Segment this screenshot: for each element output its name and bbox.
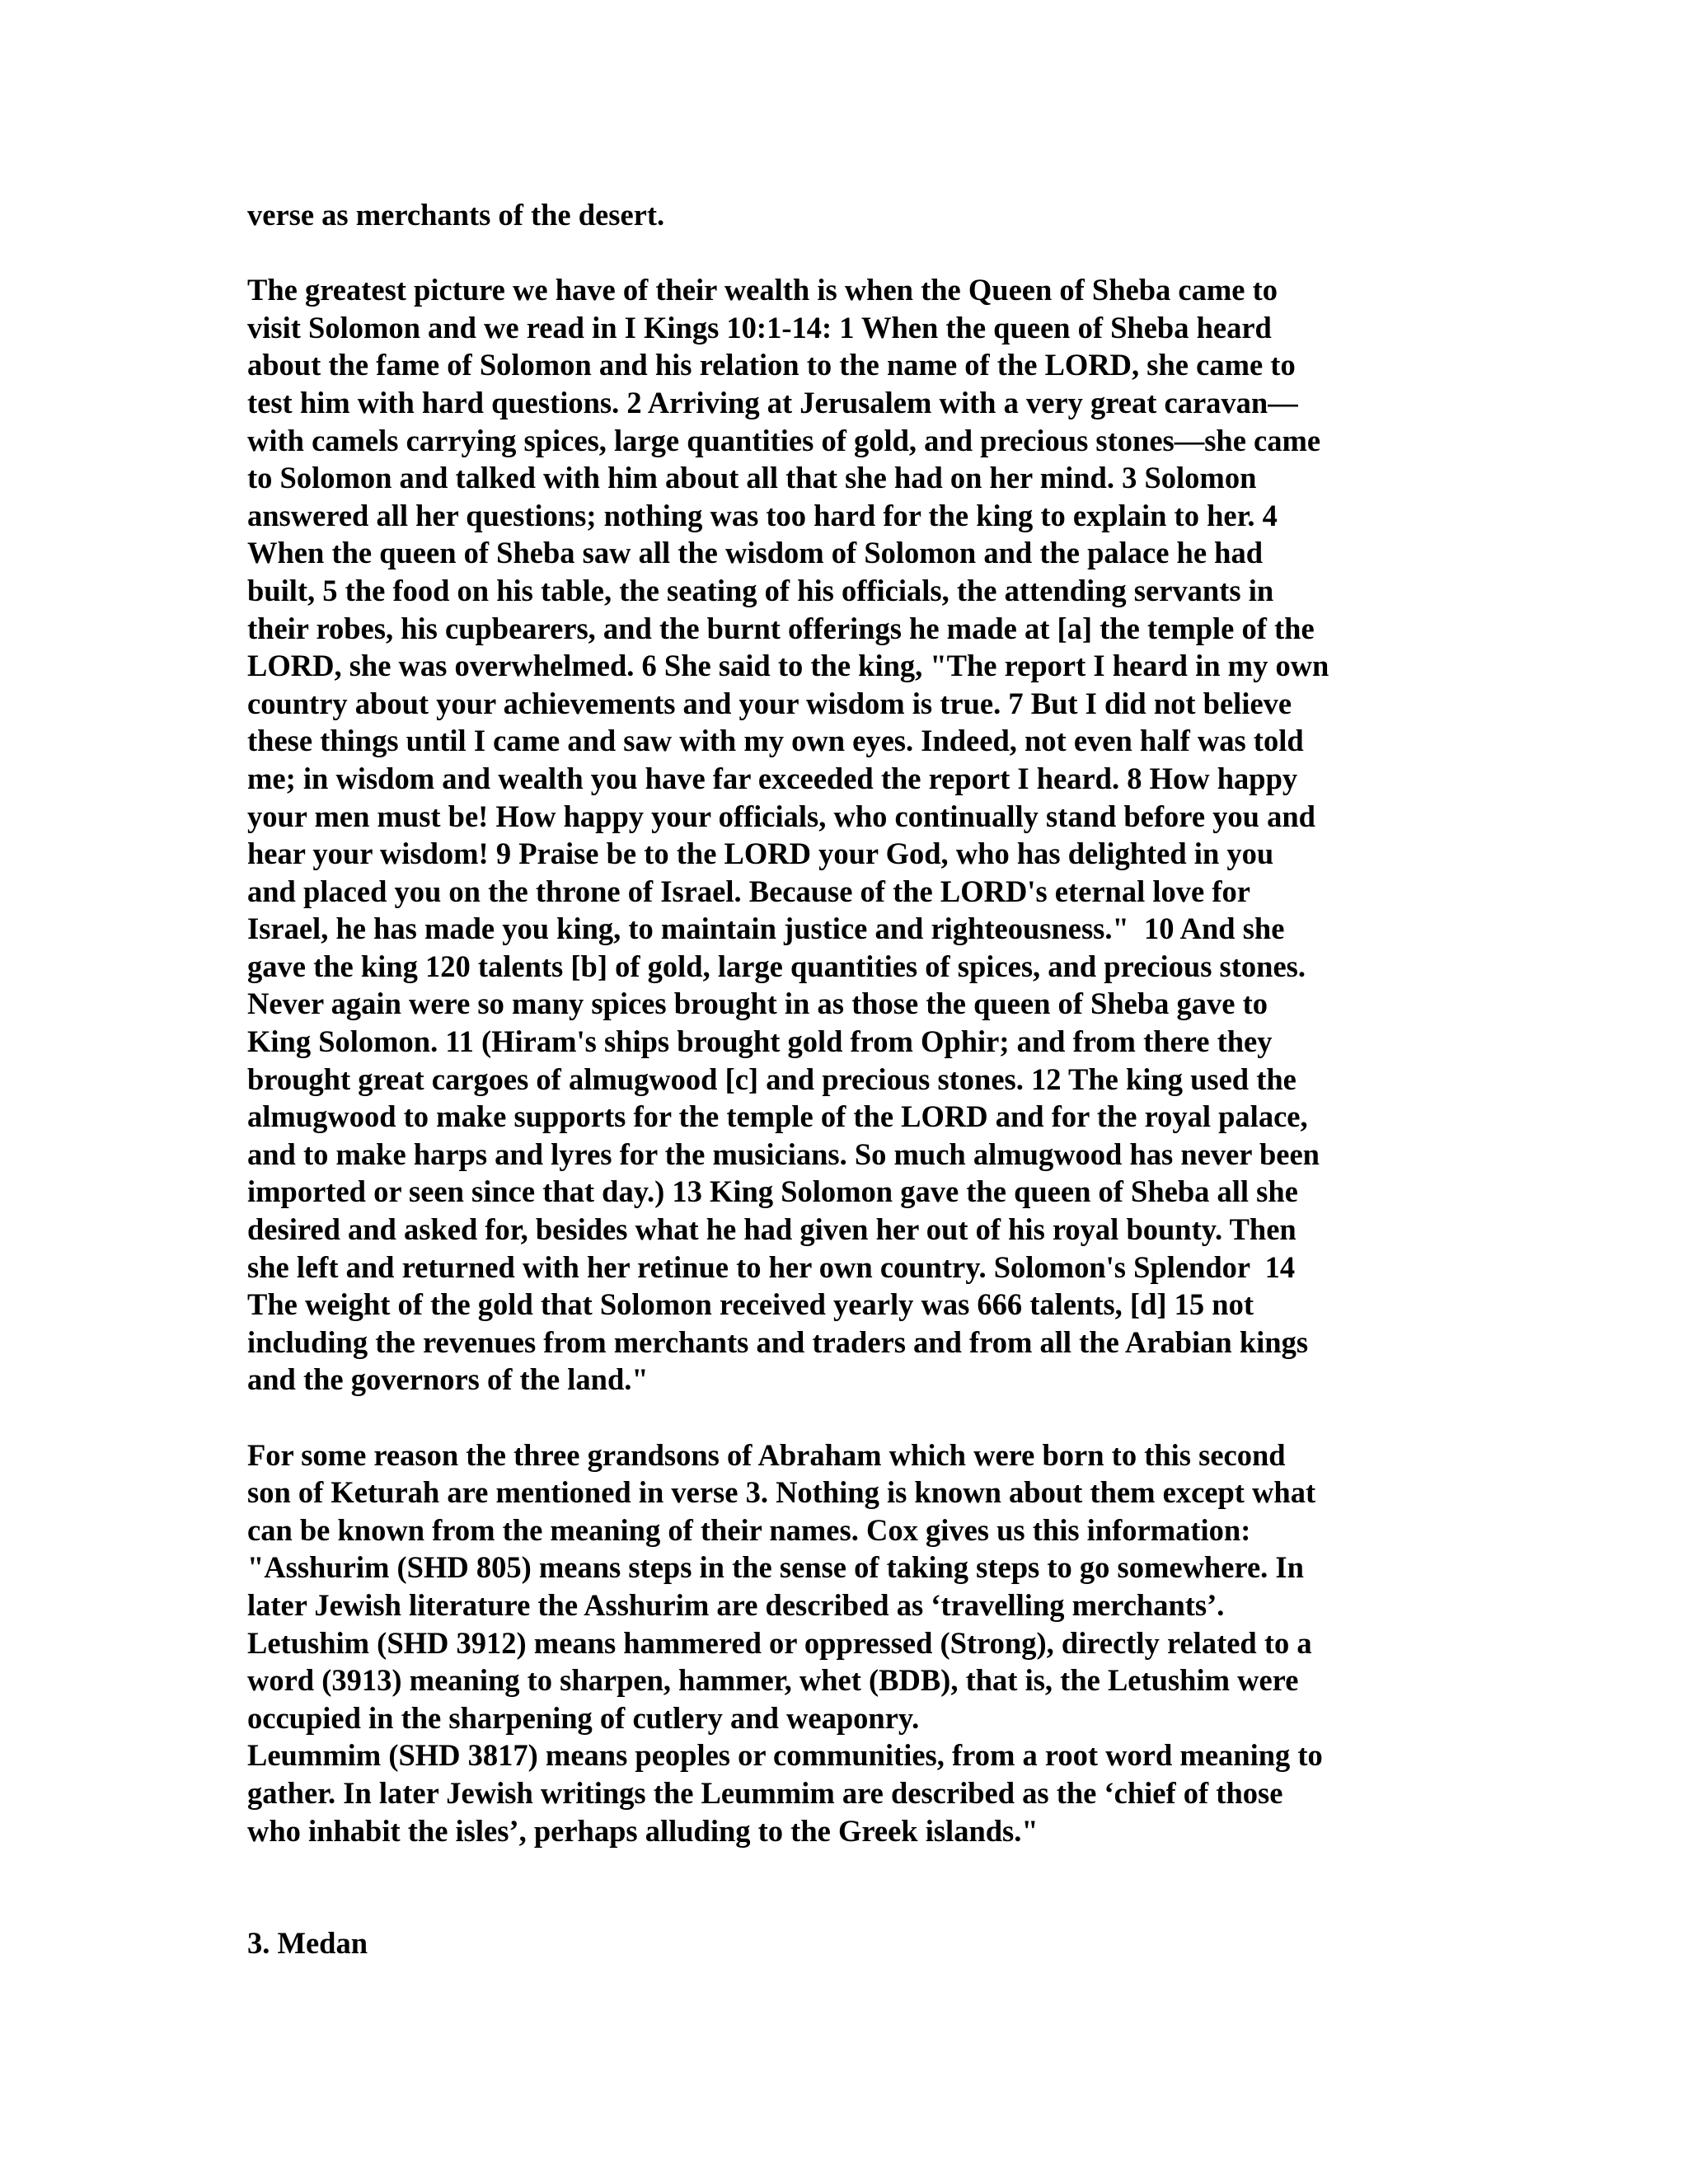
text-line: imported or seen since that day.) 13 King Solomon gave the queen of Sheba all she: [247, 1174, 1298, 1209]
text-line: built, 5 the food on his table, the seating of his officials, the attending servants in: [247, 573, 1274, 607]
text-line: to Solomon and talked with him about all that she had on her mind. 3 Solomon: [247, 461, 1257, 495]
text-line: about the fame of Solomon and his relation to the name of the LORD, she came to: [247, 348, 1296, 382]
text-line: word (3913) meaning to sharpen, hammer, whet (BDB), that is, the Letushim were: [247, 1663, 1299, 1698]
text-line: can be known from the meaning of their names. Cox gives us this information:: [247, 1512, 1251, 1547]
text-line: with camels carrying spices, large quantities of gold, and precious stones—she came: [247, 423, 1321, 457]
text-line: me; in wisdom and wealth you have far exceeded the report I heard. 8 How happy: [247, 761, 1298, 795]
paragraph-grandsons: [247, 1436, 1451, 1850]
body-text: [247, 196, 1451, 1962]
text-line: your men must be! How happy your officials, who continually stand before you and: [247, 799, 1315, 833]
text-line: hear your wisdom! 9 Praise be to the LORD your God, who has delighted in you: [247, 837, 1274, 871]
text-line: test him with hard questions. 2 Arriving at Jerusalem with a very great caravan—: [247, 385, 1298, 419]
text-line: For some reason the three grandsons of Abraham which were born to this second: [247, 1437, 1286, 1472]
text-line: and placed you on the throne of Israel. Because of the LORD's eternal love for: [247, 874, 1250, 908]
paragraph-spacer: [247, 234, 1451, 272]
text-line: Leummim (SHD 3817) means peoples or communities, from a root word meaning to: [247, 1738, 1323, 1773]
text-line: later Jewish literature the Asshurim are described as ‘travelling merchants’.: [247, 1587, 1225, 1622]
section-spacer: [247, 1849, 1451, 1924]
text-line: country about your achievements and your wisdom is true. 7 But I did not believe: [247, 686, 1292, 720]
text-line: and to make harps and lyres for the musicians. So much almugwood has never been: [247, 1137, 1320, 1171]
text-line: King Solomon. 11 (Hiram's ships brought gold from Ophir; and from there they: [247, 1024, 1273, 1059]
text-line: and the governors of the land.": [247, 1362, 649, 1397]
text-line: When the queen of Sheba saw all the wisdom of Solomon and the palace he had: [247, 536, 1264, 570]
section-heading: 3. Medan: [247, 1926, 368, 1961]
text-line: occupied in the sharpening of cutlery and weaponry.: [247, 1700, 920, 1735]
text-line: brought great cargoes of almugwood [c] and precious stones. 12 The king used the: [247, 1062, 1296, 1096]
text-line: including the revenues from merchants and traders and from all the Arabian kings: [247, 1324, 1309, 1359]
text-line: their robes, his cupbearers, and the burnt offerings he made at [a] the temple of the: [247, 611, 1315, 645]
text-line: The greatest picture we have of their wealth is when the Queen of Sheba came to: [247, 273, 1278, 307]
text-line: desired and asked for, besides what he had given her out of his royal bounty. Then: [247, 1212, 1296, 1247]
text-line: these things until I came and saw with my own eyes. Indeed, not even half was told: [247, 724, 1304, 758]
text-line: "Asshurim (SHD 805) means steps in the sense of taking steps to go somewhere. In: [247, 1550, 1304, 1585]
text-line: almugwood to make supports for the temple of the LORD and for the royal palace,: [247, 1099, 1308, 1134]
text-line: The weight of the gold that Solomon received yearly was 666 talents, [d] 15 not: [247, 1287, 1254, 1322]
text-line: Letushim (SHD 3912) means hammered or oppressed (Strong), directly related to a: [247, 1625, 1312, 1660]
text-line: Israel, he has made you king, to maintain justice and righteousness." 10 And she: [247, 912, 1285, 946]
text-line: gave the king 120 talents [b] of gold, large quantities of spices, and precious stones.: [247, 949, 1306, 983]
paragraph-intro: [247, 196, 1451, 234]
text-line: answered all her questions; nothing was too hard for the king to explain to her. 4: [247, 498, 1278, 532]
text-line: Never again were so many spices brought in as those the queen of Sheba gave to: [247, 987, 1268, 1021]
text-line: son of Keturah are mentioned in verse 3. Nothing is known about them except what: [247, 1475, 1316, 1510]
text-line: she left and returned with her retinue to her own country. Solomon's Splendor 14: [247, 1249, 1296, 1284]
text-line: visit Solomon and we read in I Kings 10:1-14: 1 When the queen of Sheba heard: [247, 310, 1272, 344]
paragraph-spacer: [247, 1399, 1451, 1436]
section-heading-medan: [247, 1924, 1451, 1962]
text-line: who inhabit the isles’, perhaps alluding to the Greek islands.": [247, 1813, 1039, 1848]
text-line: LORD, she was overwhelmed. 6 She said to the king, "The report I heard in my own: [247, 649, 1329, 683]
text-line: verse as merchants of the desert.: [247, 198, 665, 232]
text-line: gather. In later Jewish writings the Leummim are described as the ‘chief of those: [247, 1775, 1283, 1810]
paragraph-queen-of-sheba: [247, 271, 1451, 1399]
